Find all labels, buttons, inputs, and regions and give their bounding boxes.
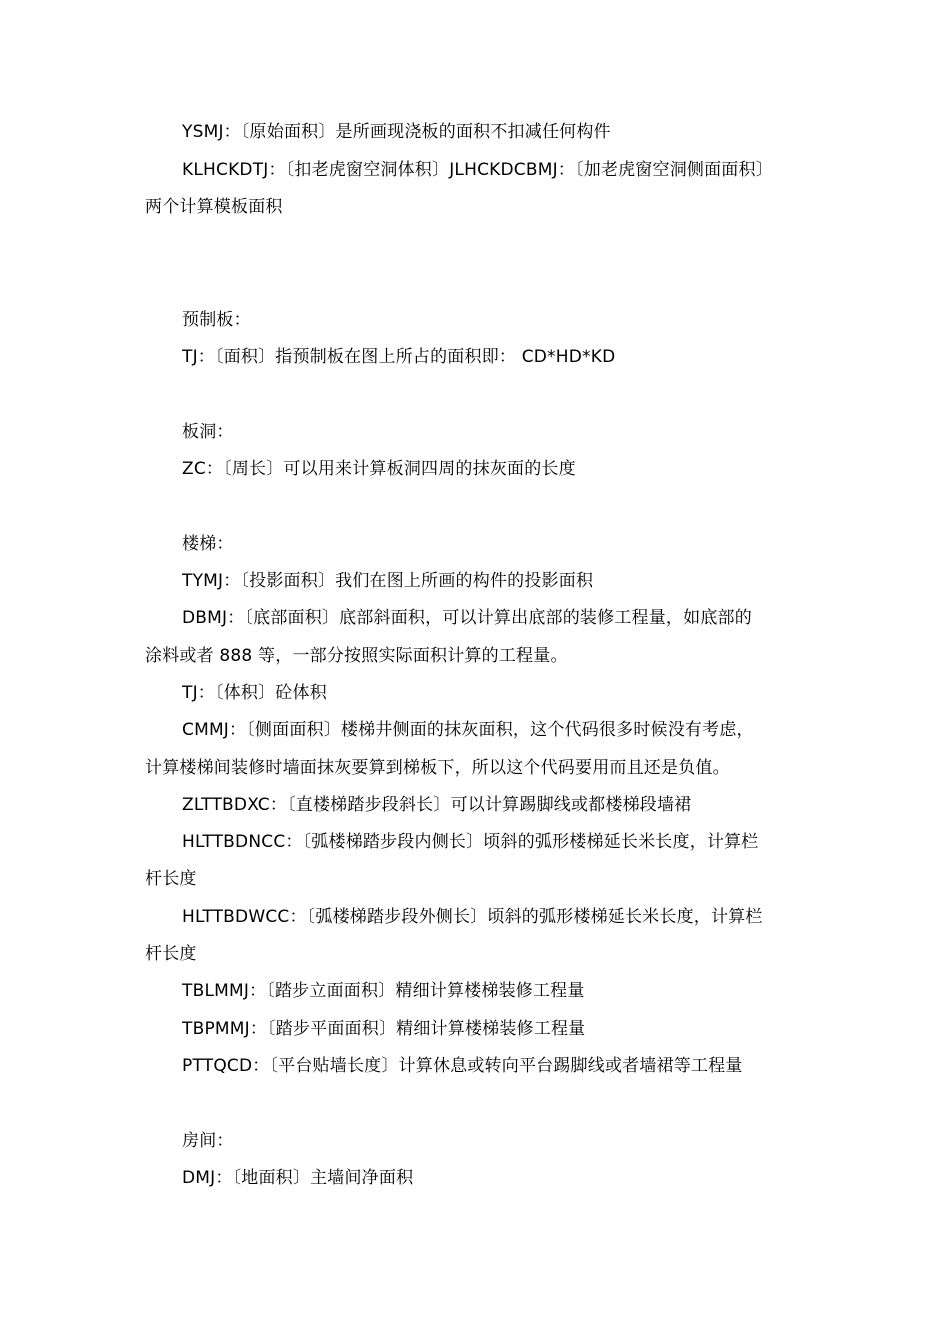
- section-heading-precast-slab: 预制板：: [182, 310, 251, 330]
- text-line-tblmmj: TBLMMJ：〔踏步立面面积〕精细计算楼梯装修工程量: [182, 981, 585, 1001]
- section-heading-room: 房间：: [182, 1131, 234, 1151]
- text-line-hlttbdncc-cont: 杆长度: [145, 869, 197, 889]
- section-heading-slab-hole: 板洞：: [182, 422, 234, 442]
- text-line-zlttbdxc: ZLTTBDXC：〔直楼梯踏步段斜长〕可以计算踢脚线或都楼梯段墙裙: [182, 795, 692, 815]
- text-line-cmmj-cont: 计算楼梯间装修时墙面抹灰要算到梯板下，所以这个代码要用而且还是负值。: [145, 758, 730, 778]
- text-line-hlttbdwcc: HLTTBDWCC：〔弧楼梯踏步段外侧长〕顷斜的弧形楼梯延长米长度，计算栏: [182, 907, 763, 927]
- text-line-dbmj: DBMJ：〔底部面积〕底部斜面积，可以计算出底部的装修工程量，如底部的: [182, 608, 752, 628]
- text-line-dbmj-cont: 涂料或者 888 等，一部分按照实际面积计算的工程量。: [145, 646, 568, 666]
- text-line-zc: ZC：〔周长〕可以用来计算板洞四周的抹灰面的长度: [182, 459, 576, 479]
- text-line-tymj: TYMJ：〔投影面积〕我们在图上所画的构件的投影面积: [182, 571, 594, 591]
- text-line-template-area: 两个计算模板面积: [145, 197, 283, 217]
- section-heading-stairs: 楼梯：: [182, 534, 234, 554]
- text-line-klhckdtj: KLHCKDTJ：〔扣老虎窗空洞体积〕JLHCKDCBMJ：〔加老虎窗空洞侧面面积〕: [182, 160, 773, 180]
- text-line-tj-area: TJ：〔面积〕指预制板在图上所占的面积即： CD*HD*KD: [182, 347, 616, 367]
- text-line-hlttbdwcc-cont: 杆长度: [145, 944, 197, 964]
- text-line-ysmj: YSMJ：〔原始面积〕是所画现浇板的面积不扣减任何构件: [182, 122, 611, 142]
- text-line-tbpmmj: TBPMMJ：〔踏步平面面积〕精细计算楼梯装修工程量: [182, 1019, 586, 1039]
- text-line-cmmj: CMMJ：〔侧面面积〕楼梯井侧面的抹灰面积，这个代码很多时候没有考虑，: [182, 720, 754, 740]
- text-line-dmj: DMJ：〔地面积〕主墙间净面积: [182, 1168, 414, 1188]
- text-line-tj-volume: TJ：〔体积〕砼体积: [182, 683, 327, 703]
- text-line-hlttbdncc: HLTTBDNCC：〔弧楼梯踏步段内侧长〕顷斜的弧形楼梯延长米长度，计算栏: [182, 832, 759, 852]
- text-line-pttqcd: PTTQCD：〔平台贴墙长度〕计算休息或转向平台踢脚线或者墙裙等工程量: [182, 1056, 743, 1076]
